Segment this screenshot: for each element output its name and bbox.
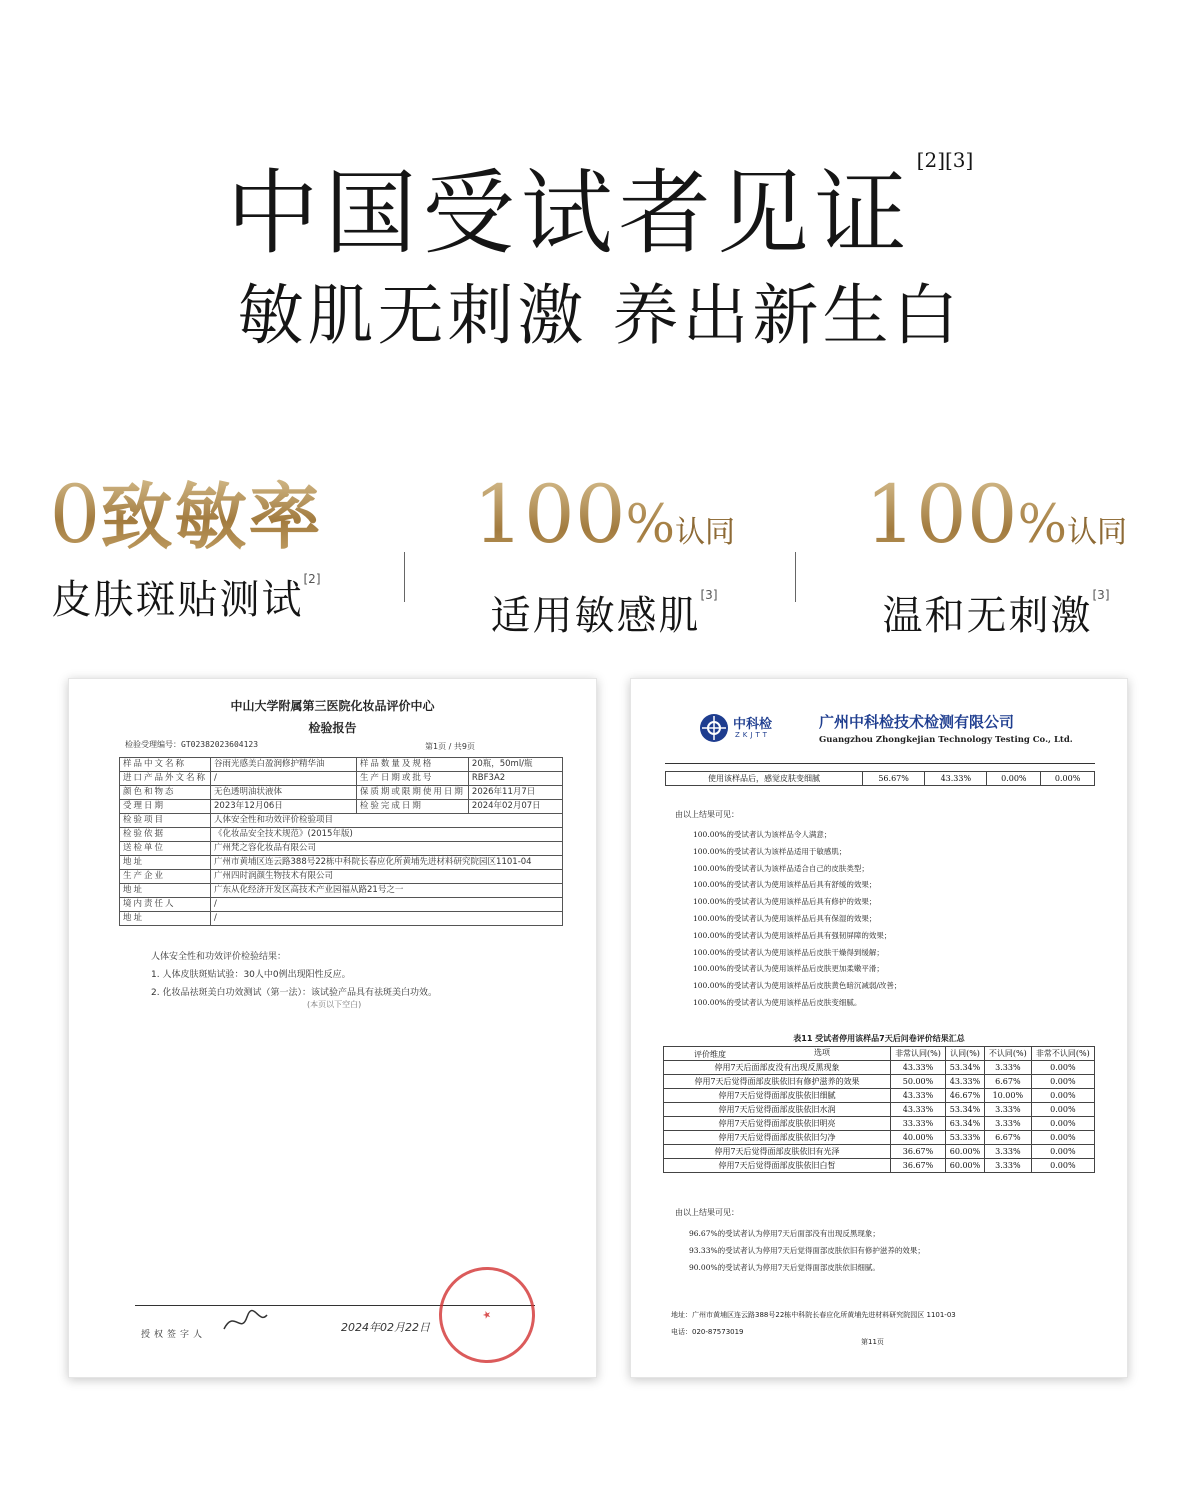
table-cell-item: 停用7天后面部皮没有出现反黑现象 bbox=[664, 1061, 891, 1075]
top-row-value: 0.00% bbox=[1041, 772, 1095, 786]
table-cell-item: 停用7天后觉得面部皮肤依旧有修护滋养的效果 bbox=[664, 1075, 891, 1089]
info-value: 广州梵之容化妆品有限公司 bbox=[211, 842, 563, 856]
info-value: 2024年02月07日 bbox=[468, 800, 562, 814]
stat-value bbox=[0, 470, 386, 562]
info-key: 进口产品外文名称 bbox=[120, 772, 211, 786]
logo-subtext: ZKJTT bbox=[735, 731, 770, 739]
top-result-row bbox=[665, 771, 1095, 786]
info-value: 2023年12月06日 bbox=[211, 800, 357, 814]
conclusion-item: 100.00%的受试者认为使用该样品后具有修护的效果； bbox=[693, 897, 877, 907]
company-name-cn: 广州中科检技术检测有限公司 bbox=[819, 713, 1015, 731]
table-cell-item: 停用7天后觉得面部皮肤依旧明亮 bbox=[664, 1117, 891, 1131]
result-2: 2. 化妆品祛斑美白功效测试（第一法）：该试验产品具有祛斑美白功效。 bbox=[151, 988, 437, 998]
table-row bbox=[664, 1145, 1095, 1159]
info-key: 检验依据 bbox=[120, 828, 211, 842]
stat-small-text: 认同 bbox=[1067, 515, 1128, 550]
table-cell-value: 0.00% bbox=[1031, 1103, 1094, 1117]
accept-number: 检验受理编号：GT02382023604123 bbox=[125, 740, 259, 749]
table-cell-value: 3.33% bbox=[985, 1159, 1032, 1173]
result-1: 1. 人体皮肤斑贴试验：30人中0例出现阳性反应。 bbox=[151, 970, 351, 980]
stat-gentle bbox=[796, 470, 1196, 641]
table-head-col: 非常认同(%) bbox=[891, 1047, 946, 1061]
info-row bbox=[120, 870, 563, 884]
stat-number: 100 bbox=[472, 468, 626, 561]
info-value: 2026年11月7日 bbox=[468, 786, 562, 800]
stat-label-text: 适用敏感肌 bbox=[490, 593, 701, 639]
info-row bbox=[120, 898, 563, 912]
report-info-table bbox=[119, 757, 563, 926]
company-address: 地址：广州市黄埔区连云路388号22栋中科院长春应化所黄埔先进材料研究院园区 1101-03 bbox=[671, 1311, 956, 1319]
table-cell-value: 10.00% bbox=[985, 1089, 1032, 1103]
table-cell-value: 3.33% bbox=[985, 1061, 1032, 1075]
stat-small-text: 认同 bbox=[675, 515, 736, 550]
conclusion-item: 100.00%的受试者认为使用该样品后具有强韧屏障的效果； bbox=[693, 930, 892, 940]
table-cell-item: 停用7天后觉得面部皮肤依旧水润 bbox=[664, 1103, 891, 1117]
table-row bbox=[664, 1131, 1095, 1145]
info-row bbox=[120, 786, 563, 800]
blank-note: (本页以下空白) bbox=[307, 1000, 362, 1009]
info-row bbox=[120, 828, 563, 842]
table-cell-value: 3.33% bbox=[985, 1103, 1032, 1117]
table-head-col: 不认同(%) bbox=[985, 1047, 1032, 1061]
table-cell-value: 43.33% bbox=[891, 1061, 946, 1075]
top-row-item: 使用该样品后，感觉皮肤变细腻 bbox=[666, 772, 863, 786]
report-org: 中山大学附属第三医院化妆品评价中心 bbox=[230, 699, 435, 713]
table-row bbox=[664, 1117, 1095, 1131]
official-stamp: ★ bbox=[425, 1253, 548, 1376]
stat-reference: [2] bbox=[303, 572, 321, 586]
page-number: 第1页 / 共9页 bbox=[425, 742, 475, 751]
table-cell-value: 0.00% bbox=[1031, 1159, 1094, 1173]
conclusion-item: 100.00%的受试者认为使用该样品后具有舒缓的效果； bbox=[693, 880, 877, 890]
info-key: 受理日期 bbox=[120, 800, 211, 814]
company-name-en: Guangzhou Zhongkejian Technology Testing Co., Ltd. bbox=[819, 735, 1073, 745]
signer-label: 授权签字人 bbox=[141, 1330, 207, 1340]
table-head-item-text: 选项 bbox=[814, 1048, 830, 1057]
table-cell-value: 0.00% bbox=[1031, 1145, 1094, 1159]
table-cell-item: 停用7天后觉得面部皮肤依旧有光泽 bbox=[664, 1145, 891, 1159]
stat-label bbox=[0, 568, 386, 625]
table-row bbox=[664, 1103, 1095, 1117]
info-value: / bbox=[211, 772, 357, 786]
company-logo-icon bbox=[699, 713, 729, 743]
report-document-1 bbox=[68, 678, 597, 1378]
table-body bbox=[664, 1061, 1095, 1173]
stat-sensitive-skin bbox=[404, 470, 804, 641]
handwritten-signature bbox=[219, 1307, 269, 1337]
stat-value bbox=[404, 470, 804, 578]
info-row bbox=[120, 758, 563, 772]
table-cell-value: 6.67% bbox=[985, 1131, 1032, 1145]
info-key: 检验完成日期 bbox=[356, 800, 468, 814]
report-document-2 bbox=[630, 678, 1128, 1378]
info-value: / bbox=[211, 898, 563, 912]
table-cell-value: 53.34% bbox=[945, 1103, 984, 1117]
stat-label-text: 温和无刺激 bbox=[882, 593, 1093, 639]
table-cell-value: 43.33% bbox=[891, 1103, 946, 1117]
questionnaire-table bbox=[663, 1046, 1095, 1173]
stat-unit: % bbox=[625, 495, 676, 555]
conclusion-item: 100.00%的受试者认为使用该样品后具有保湿的效果； bbox=[693, 913, 877, 923]
page-title bbox=[0, 140, 1200, 272]
table-cell-value: 63.34% bbox=[945, 1117, 984, 1131]
conclusion-item: 100.00%的受试者认为该样品令人满意； bbox=[693, 830, 832, 839]
conclusion2-item: 93.33%的受试者认为停用7天后觉得面部皮肤依旧有修护滋养的效果； bbox=[689, 1246, 925, 1255]
table-cell-value: 53.33% bbox=[945, 1131, 984, 1145]
info-value: 《化妆品安全技术规范》(2015年版) bbox=[211, 828, 563, 842]
info-key: 样品中文名称 bbox=[120, 758, 211, 772]
table-cell-value: 0.00% bbox=[1031, 1117, 1094, 1131]
table-cell-value: 43.33% bbox=[891, 1089, 946, 1103]
table-cell-value: 36.67% bbox=[891, 1159, 946, 1173]
info-value: 广州四时润颜生物技术有限公司 bbox=[211, 870, 563, 884]
info-key: 颜色和物态 bbox=[120, 786, 211, 800]
table-cell-item: 停用7天后觉得面部皮肤依旧匀净 bbox=[664, 1131, 891, 1145]
table-cell-value: 46.67% bbox=[945, 1089, 984, 1103]
stat-reference: [3] bbox=[1092, 588, 1110, 602]
conclusion2-list bbox=[689, 1225, 925, 1276]
title-reference: [2][3] bbox=[916, 148, 974, 172]
table-row bbox=[664, 1075, 1095, 1089]
top-row-value: 0.00% bbox=[987, 772, 1041, 786]
table-cell-value: 60.00% bbox=[945, 1145, 984, 1159]
stat-number: 100 bbox=[864, 468, 1018, 561]
report-title: 检验报告 bbox=[308, 721, 357, 735]
stat-number: 0 bbox=[49, 468, 101, 561]
info-value: 无色透明油状液体 bbox=[211, 786, 357, 800]
table-cell-value: 43.33% bbox=[945, 1075, 984, 1089]
page-subtitle: 敏肌无刺激 养出新生白 bbox=[237, 277, 963, 354]
info-rows bbox=[120, 758, 563, 926]
info-row bbox=[120, 912, 563, 926]
conclusion2-head: 由以上结果可见： bbox=[675, 1208, 739, 1217]
stat-label bbox=[404, 584, 804, 641]
table-cell-value: 60.00% bbox=[945, 1159, 984, 1173]
stat-label-text: 皮肤斑贴测试 bbox=[51, 577, 304, 623]
company-phone: 电话：020-87573019 bbox=[671, 1328, 744, 1336]
top-row-value: 56.67% bbox=[863, 772, 925, 786]
table-head-item bbox=[664, 1047, 891, 1061]
info-value: RBF3A2 bbox=[468, 772, 562, 786]
info-value: 广东从化经济开发区高技术产业园福从路21号之一 bbox=[211, 884, 563, 898]
title-text: 中国受试者见证 bbox=[226, 160, 913, 267]
table-row bbox=[664, 1089, 1095, 1103]
stat-reference: [3] bbox=[700, 588, 718, 602]
conclusion-item: 100.00%的受试者认为使用该样品后皮肤更加柔嫩平滑； bbox=[693, 964, 884, 974]
table-cell-value: 0.00% bbox=[1031, 1131, 1094, 1145]
page-number: 第11页 bbox=[861, 1338, 884, 1346]
table-row bbox=[664, 1159, 1095, 1173]
info-row bbox=[120, 842, 563, 856]
info-key: 保质期或限期使用日期 bbox=[356, 786, 468, 800]
conclusion-item: 100.00%的受试者认为该样品适合自己的皮肤类型； bbox=[693, 863, 869, 873]
info-key: 送检单位 bbox=[120, 842, 211, 856]
conclusion-item: 100.00%的受试者认为使用该样品后皮肤变细腻。 bbox=[693, 997, 862, 1007]
sign-date: 2024年02月22日 bbox=[341, 1321, 430, 1334]
info-row bbox=[120, 772, 563, 786]
info-key: 检验项目 bbox=[120, 814, 211, 828]
table-head-col: 认同(%) bbox=[945, 1047, 984, 1061]
logo-text: 中科检 bbox=[733, 717, 773, 732]
top-row-value: 43.33% bbox=[925, 772, 987, 786]
table-cell-value: 3.33% bbox=[985, 1117, 1032, 1131]
table-cell-value: 0.00% bbox=[1031, 1089, 1094, 1103]
table-cell-value: 50.00% bbox=[891, 1075, 946, 1089]
conclusion-item: 100.00%的受试者认为该样品适用于敏感肌； bbox=[693, 846, 847, 856]
stat-unit: 致敏率 bbox=[100, 475, 323, 559]
table-row bbox=[664, 1061, 1095, 1075]
info-key: 样品数量及规格 bbox=[356, 758, 468, 772]
conclusion-item: 100.00%的受试者认为使用该样品后皮肤干燥得到缓解； bbox=[693, 947, 884, 957]
conclusion2-item: 90.00%的受试者认为停用7天后觉得面部皮肤依旧细腻。 bbox=[689, 1263, 880, 1272]
info-value: 20瓶，50ml/瓶 bbox=[468, 758, 562, 772]
table-head-col: 非常不认同(%) bbox=[1031, 1047, 1094, 1061]
conclusion2-item: 96.67%的受试者认为停用7天后面部没有出现反黑现象； bbox=[689, 1229, 880, 1238]
stat-unit: % bbox=[1017, 495, 1068, 555]
info-value: / bbox=[211, 912, 563, 926]
info-key: 境内责任人 bbox=[120, 898, 211, 912]
table-cell-value: 53.34% bbox=[945, 1061, 984, 1075]
info-value: 广州市黄埔区连云路388号22栋中科院长春应化所黄埔先进材料研究院园区1101-04 bbox=[211, 856, 563, 870]
table-cell-value: 36.67% bbox=[891, 1145, 946, 1159]
stat-allergy-rate bbox=[0, 470, 386, 625]
header-rule bbox=[665, 763, 1095, 764]
table-cell-value: 6.67% bbox=[985, 1075, 1032, 1089]
results-title: 人体安全性和功效评价检验结果： bbox=[151, 952, 287, 962]
conclusion-head: 由以上结果可见： bbox=[675, 810, 739, 819]
info-key: 地址 bbox=[120, 856, 211, 870]
info-value: 谷雨光感美白盈润修护精华油 bbox=[211, 758, 357, 772]
table-head-dim: 评价维度 bbox=[694, 1050, 726, 1059]
info-row bbox=[120, 814, 563, 828]
table-cell-item: 停用7天后觉得面部皮肤依旧细腻 bbox=[664, 1089, 891, 1103]
stat-value bbox=[796, 470, 1196, 578]
table-cell-value: 0.00% bbox=[1031, 1061, 1094, 1075]
table-cell-value: 33.33% bbox=[891, 1117, 946, 1131]
conclusion-item: 100.00%的受试者认为使用该样品后皮肤黄色暗沉减弱/改善； bbox=[693, 981, 902, 991]
info-row bbox=[120, 884, 563, 898]
table-cell-value: 3.33% bbox=[985, 1145, 1032, 1159]
info-key: 生产企业 bbox=[120, 870, 211, 884]
table-cell-value: 40.00% bbox=[891, 1131, 946, 1145]
info-key: 地址 bbox=[120, 912, 211, 926]
conclusion-list bbox=[693, 827, 901, 1012]
table-caption: 表11 受试者停用该样品7天后问卷评价结果汇总 bbox=[793, 1034, 965, 1043]
info-key: 地址 bbox=[120, 884, 211, 898]
stat-label bbox=[796, 584, 1196, 641]
info-value: 人体安全性和功效评价检验项目 bbox=[211, 814, 563, 828]
table-cell-item: 停用7天后觉得面部皮肤依旧白皙 bbox=[664, 1159, 891, 1173]
info-row bbox=[120, 856, 563, 870]
table-cell-value: 0.00% bbox=[1031, 1075, 1094, 1089]
info-row bbox=[120, 800, 563, 814]
info-key: 生产日期或批号 bbox=[356, 772, 468, 786]
